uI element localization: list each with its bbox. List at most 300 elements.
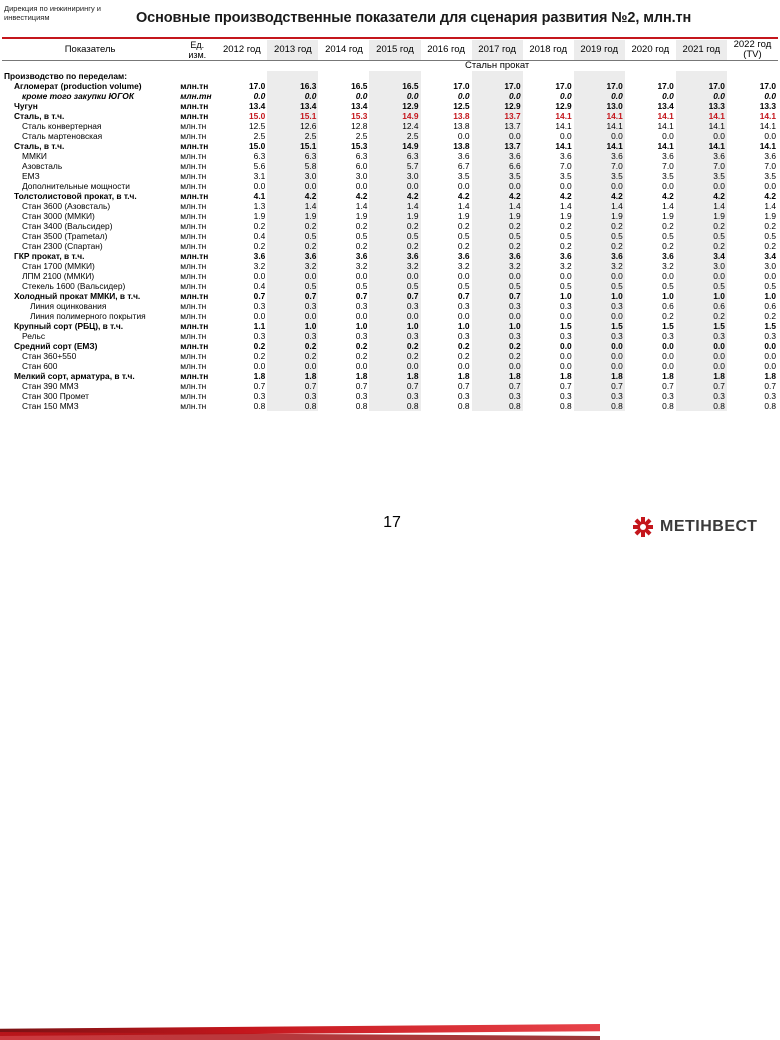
row-unit: млн.тн bbox=[180, 151, 207, 161]
value-cell: 1.4 bbox=[662, 201, 674, 211]
value-cell: 14.1 bbox=[657, 121, 674, 131]
value-cell: 0.7 bbox=[355, 381, 368, 391]
row-label: Азовсталь bbox=[22, 161, 63, 171]
value-cell: 3.4 bbox=[764, 251, 776, 261]
value-cell: 1.9 bbox=[369, 211, 420, 221]
value-cell: 4.2 bbox=[355, 191, 368, 201]
value-cell: 0.2 bbox=[457, 341, 470, 351]
table-row bbox=[2, 71, 778, 81]
value-cell: 0.3 bbox=[369, 331, 420, 341]
value-cell: 0.0 bbox=[662, 341, 674, 351]
value-cell: 1.4 bbox=[560, 201, 572, 211]
value-cell: 0.5 bbox=[472, 281, 523, 291]
value-cell: 0.0 bbox=[267, 181, 318, 191]
row-label: Стан 150 ММЗ bbox=[22, 401, 79, 411]
logo-text: МЕТІНВЕСТ bbox=[660, 518, 758, 535]
value-cell: 17.0 bbox=[574, 81, 625, 91]
value-cell: 0.0 bbox=[764, 271, 776, 281]
value-cell: 0.6 bbox=[764, 301, 776, 311]
value-cell: 0.3 bbox=[369, 391, 420, 401]
value-cell: 0.5 bbox=[574, 231, 625, 241]
value-cell: 3.6 bbox=[369, 251, 420, 261]
value-cell: 16.5 bbox=[369, 81, 420, 91]
value-cell: 14.9 bbox=[369, 111, 420, 121]
value-cell: 14.1 bbox=[759, 141, 776, 151]
value-cell: 6.7 bbox=[457, 161, 470, 171]
value-cell: 1.0 bbox=[662, 291, 674, 301]
value-cell: 3.4 bbox=[676, 251, 727, 261]
value-cell: 0.0 bbox=[676, 341, 727, 351]
value-cell: 0.0 bbox=[764, 351, 776, 361]
value-cell bbox=[318, 71, 369, 81]
year-header: 2017 год bbox=[472, 40, 523, 61]
value-cell: 1.5 bbox=[662, 321, 674, 331]
value-cell: 1.4 bbox=[574, 201, 625, 211]
value-cell: 0.0 bbox=[764, 341, 776, 351]
value-cell: 0.3 bbox=[574, 331, 625, 341]
value-cell: 0.0 bbox=[676, 271, 727, 281]
value-cell: 0.3 bbox=[574, 391, 625, 401]
table-row bbox=[2, 231, 778, 241]
value-cell: 7.0 bbox=[676, 161, 727, 171]
row-label: Сталь конвертерная bbox=[22, 121, 102, 131]
value-cell: 0.0 bbox=[560, 311, 572, 321]
value-cell: 3.5 bbox=[764, 171, 776, 181]
value-cell: 1.1 bbox=[253, 321, 266, 331]
value-cell bbox=[369, 71, 420, 81]
table-row bbox=[2, 141, 778, 151]
row-unit: млн.тн bbox=[180, 161, 207, 171]
value-cell: 0.7 bbox=[676, 381, 727, 391]
value-cell: 1.9 bbox=[457, 211, 470, 221]
value-cell: 0.0 bbox=[560, 361, 572, 371]
value-cell: 0.2 bbox=[472, 221, 523, 231]
value-cell: 0.0 bbox=[574, 91, 625, 101]
logo-mark-icon bbox=[632, 516, 654, 538]
value-cell: 0.0 bbox=[574, 351, 625, 361]
value-cell: 3.6 bbox=[662, 151, 674, 161]
value-cell: 0.8 bbox=[369, 401, 420, 411]
unit-column-header: Ед. изм. bbox=[178, 40, 216, 61]
value-cell: 0.7 bbox=[574, 381, 625, 391]
value-cell: 0.0 bbox=[369, 181, 420, 191]
value-cell: 0.7 bbox=[369, 291, 420, 301]
value-cell: 1.0 bbox=[457, 321, 470, 331]
value-cell: 3.6 bbox=[574, 251, 625, 261]
value-cell: 0.2 bbox=[676, 241, 727, 251]
value-cell bbox=[625, 71, 676, 81]
row-label: Средний сорт (ЕМЗ) bbox=[14, 341, 98, 351]
value-cell: 0.7 bbox=[369, 381, 420, 391]
value-cell: 0.0 bbox=[764, 131, 776, 141]
value-cell: 13.7 bbox=[472, 111, 523, 121]
row-label: Стан 3400 (Вальсидер) bbox=[22, 221, 113, 231]
value-cell: 5.8 bbox=[267, 161, 318, 171]
value-cell: 14.1 bbox=[676, 121, 727, 131]
value-cell: 0.2 bbox=[472, 351, 523, 361]
year-header: 2016 год bbox=[421, 40, 472, 61]
table-row bbox=[2, 261, 778, 271]
value-cell: 0.0 bbox=[457, 91, 470, 101]
value-cell: 4.2 bbox=[267, 191, 318, 201]
value-cell: 17.0 bbox=[676, 81, 727, 91]
value-cell: 0.3 bbox=[253, 331, 266, 341]
value-cell: 0.2 bbox=[253, 351, 266, 361]
value-cell: 0.2 bbox=[574, 241, 625, 251]
indicator-column-header: Показатель bbox=[2, 40, 178, 61]
value-cell: 1.8 bbox=[662, 371, 674, 381]
value-cell: 2.5 bbox=[253, 131, 266, 141]
value-cell: 0.3 bbox=[355, 301, 368, 311]
value-cell: 12.9 bbox=[369, 101, 420, 111]
row-unit: млн.тн bbox=[180, 121, 207, 131]
row-unit: млн.тн bbox=[180, 81, 209, 91]
value-cell: 1.8 bbox=[355, 371, 368, 381]
row-label: Крупный сорт (РБЦ), в т.ч. bbox=[14, 321, 124, 331]
row-label: Стан 300 Промет bbox=[22, 391, 90, 401]
value-cell: 13.4 bbox=[267, 101, 318, 111]
table-row bbox=[2, 321, 778, 331]
value-cell: 0.0 bbox=[253, 91, 266, 101]
value-cell: 0.2 bbox=[355, 221, 368, 231]
row-label: Сталь, в т.ч. bbox=[14, 111, 65, 121]
value-cell: 1.4 bbox=[676, 201, 727, 211]
row-unit: млн.тн bbox=[180, 271, 207, 281]
value-cell: 0.2 bbox=[764, 241, 776, 251]
value-cell: 12.5 bbox=[453, 101, 470, 111]
table-row bbox=[2, 281, 778, 291]
value-cell: 13.8 bbox=[453, 121, 470, 131]
value-cell: 13.8 bbox=[453, 141, 470, 151]
row-label: Стан 360+550 bbox=[22, 351, 77, 361]
value-cell: 3.6 bbox=[560, 251, 572, 261]
value-cell: 3.2 bbox=[253, 261, 266, 271]
year-header: 2013 год bbox=[267, 40, 318, 61]
value-cell: 0.3 bbox=[560, 301, 572, 311]
value-cell: 1.9 bbox=[253, 211, 266, 221]
value-cell: 3.6 bbox=[662, 251, 674, 261]
value-cell: 14.1 bbox=[574, 111, 625, 121]
value-cell: 0.0 bbox=[574, 361, 625, 371]
value-cell: 0.8 bbox=[574, 401, 625, 411]
value-cell: 0.2 bbox=[662, 221, 674, 231]
row-label: Сталь мартеновская bbox=[22, 131, 103, 141]
value-cell: 0.5 bbox=[662, 231, 674, 241]
value-cell: 0.3 bbox=[355, 391, 368, 401]
value-cell: 0.3 bbox=[355, 331, 368, 341]
row-unit bbox=[178, 71, 216, 81]
value-cell: 16.3 bbox=[267, 81, 318, 91]
value-cell: 0.0 bbox=[267, 311, 318, 321]
value-cell: 3.6 bbox=[457, 151, 470, 161]
table-row bbox=[2, 221, 778, 231]
table-row bbox=[2, 211, 778, 221]
value-cell: 0.0 bbox=[574, 131, 625, 141]
value-cell: 4.1 bbox=[253, 191, 266, 201]
row-unit: млн.тн bbox=[180, 221, 207, 231]
value-cell: 0.5 bbox=[457, 281, 470, 291]
value-cell: 1.0 bbox=[560, 291, 572, 301]
value-cell: 17.0 bbox=[555, 81, 572, 91]
value-cell: 14.1 bbox=[555, 111, 572, 121]
value-cell: 0.0 bbox=[560, 91, 572, 101]
value-cell: 0.7 bbox=[355, 291, 368, 301]
value-cell: 3.5 bbox=[574, 171, 625, 181]
department-label: Дирекция по инжинирингу и инвестициям bbox=[4, 4, 101, 22]
value-cell: 0.2 bbox=[355, 241, 368, 251]
value-cell: 0.0 bbox=[662, 131, 674, 141]
value-cell: 3.6 bbox=[253, 251, 266, 261]
value-cell: 0.0 bbox=[472, 311, 523, 321]
row-label: Холодный прокат ММКИ, в т.ч. bbox=[14, 291, 141, 301]
value-cell: 0.8 bbox=[764, 401, 776, 411]
value-cell: 0.0 bbox=[676, 91, 727, 101]
value-cell: 0.5 bbox=[764, 281, 776, 291]
value-cell: 0.7 bbox=[267, 381, 318, 391]
page-number: 17 bbox=[383, 514, 401, 531]
value-cell: 0.3 bbox=[472, 331, 523, 341]
value-cell: 1.4 bbox=[457, 201, 470, 211]
row-unit: млн.тн bbox=[180, 171, 207, 181]
value-cell: 0.0 bbox=[369, 361, 420, 371]
value-cell: 0.0 bbox=[253, 271, 266, 281]
value-cell: 3.2 bbox=[457, 261, 470, 271]
value-cell: 0.3 bbox=[560, 391, 572, 401]
value-cell bbox=[267, 71, 318, 81]
value-cell: 0.0 bbox=[560, 351, 572, 361]
year-header: 2014 год bbox=[318, 40, 369, 61]
value-cell: 1.3 bbox=[253, 201, 266, 211]
table-row bbox=[2, 271, 778, 281]
value-cell: 12.9 bbox=[472, 101, 523, 111]
value-cell: 14.1 bbox=[555, 141, 572, 151]
value-cell: 3.1 bbox=[253, 171, 266, 181]
value-cell: 1.0 bbox=[355, 321, 368, 331]
row-unit: млн.тн bbox=[180, 211, 207, 221]
value-cell: 0.2 bbox=[267, 241, 318, 251]
value-cell: 14.1 bbox=[676, 111, 727, 121]
value-cell: 0.0 bbox=[457, 271, 470, 281]
value-cell: 0.2 bbox=[253, 241, 266, 251]
value-cell: 0.2 bbox=[369, 221, 420, 231]
value-cell: 1.4 bbox=[472, 201, 523, 211]
value-cell: 0.3 bbox=[267, 331, 318, 341]
value-cell: 15.0 bbox=[249, 141, 266, 151]
value-cell: 0.6 bbox=[676, 301, 727, 311]
value-cell: 0.3 bbox=[676, 331, 727, 341]
value-cell: 12.8 bbox=[351, 121, 368, 131]
table-row bbox=[2, 131, 778, 141]
value-cell: 0.4 bbox=[253, 231, 266, 241]
value-cell: 0.2 bbox=[560, 241, 572, 251]
value-cell: 0.7 bbox=[764, 381, 776, 391]
value-cell: 0.0 bbox=[355, 271, 368, 281]
value-cell: 0.7 bbox=[560, 381, 572, 391]
table-row bbox=[2, 251, 778, 261]
value-cell: 3.2 bbox=[560, 261, 572, 271]
value-cell: 3.6 bbox=[472, 251, 523, 261]
table-header-row bbox=[2, 40, 778, 61]
value-cell: 0.0 bbox=[457, 311, 470, 321]
row-unit: млн.тн bbox=[180, 131, 207, 141]
value-cell: 0.6 bbox=[662, 301, 674, 311]
value-cell: 1.9 bbox=[676, 211, 727, 221]
value-cell: 12.4 bbox=[369, 121, 420, 131]
row-unit: млн.тн bbox=[180, 321, 209, 331]
table-row bbox=[2, 291, 778, 301]
value-cell: 0.2 bbox=[472, 241, 523, 251]
value-cell: 0.0 bbox=[676, 361, 727, 371]
value-cell: 0.0 bbox=[472, 131, 523, 141]
row-label: Линия оцинкования bbox=[30, 301, 107, 311]
value-cell: 1.8 bbox=[472, 371, 523, 381]
company-logo bbox=[632, 516, 757, 538]
value-cell: 0.0 bbox=[764, 361, 776, 371]
row-unit: млн.тн bbox=[180, 401, 207, 411]
table-row bbox=[2, 201, 778, 211]
value-cell: 4.2 bbox=[764, 191, 776, 201]
value-cell: 0.0 bbox=[662, 271, 674, 281]
row-label: кроме того закупки ЮГОК bbox=[22, 91, 134, 101]
value-cell: 0.4 bbox=[253, 281, 266, 291]
table-row bbox=[2, 161, 778, 171]
section-title: Стальн прокат bbox=[464, 60, 530, 71]
year-header: 2020 год bbox=[625, 40, 676, 61]
value-cell: 0.3 bbox=[574, 301, 625, 311]
value-cell: 0.7 bbox=[457, 381, 470, 391]
value-cell: 0.3 bbox=[560, 331, 572, 341]
value-cell: 0.0 bbox=[253, 311, 266, 321]
value-cell: 3.0 bbox=[355, 171, 368, 181]
value-cell: 0.7 bbox=[457, 291, 470, 301]
value-cell: 3.6 bbox=[472, 151, 523, 161]
row-unit: млн.тн bbox=[180, 301, 207, 311]
row-unit: млн.тн bbox=[180, 381, 207, 391]
value-cell: 0.5 bbox=[560, 281, 572, 291]
table-row bbox=[2, 351, 778, 361]
row-unit: млн.тн bbox=[180, 361, 207, 371]
row-label: Мелкий сорт, арматура, в т.ч. bbox=[14, 371, 135, 381]
value-cell: 0.0 bbox=[574, 311, 625, 321]
value-cell: 0.2 bbox=[267, 341, 318, 351]
value-cell: 0.5 bbox=[457, 231, 470, 241]
value-cell: 0.2 bbox=[369, 341, 420, 351]
value-cell: 2.5 bbox=[355, 131, 368, 141]
value-cell: 0.5 bbox=[764, 231, 776, 241]
row-label: Дополнительные мощности bbox=[22, 181, 130, 191]
table-row bbox=[2, 151, 778, 161]
value-cell bbox=[727, 71, 778, 81]
value-cell: 1.5 bbox=[574, 321, 625, 331]
value-cell: 0.0 bbox=[662, 181, 674, 191]
value-cell: 0.3 bbox=[764, 331, 776, 341]
value-cell: 1.8 bbox=[253, 371, 266, 381]
value-cell: 0.0 bbox=[472, 271, 523, 281]
row-unit: млн.тн bbox=[180, 251, 209, 261]
value-cell: 0.3 bbox=[662, 391, 674, 401]
value-cell: 14.9 bbox=[369, 141, 420, 151]
value-cell: 14.1 bbox=[574, 121, 625, 131]
value-cell bbox=[472, 71, 523, 81]
value-cell: 5.7 bbox=[369, 161, 420, 171]
row-label: Стан 2300 (Спартан) bbox=[22, 241, 103, 251]
value-cell: 14.1 bbox=[657, 111, 674, 121]
value-cell bbox=[574, 71, 625, 81]
value-cell: 1.8 bbox=[764, 371, 776, 381]
value-cell: 14.1 bbox=[555, 121, 572, 131]
value-cell: 0.3 bbox=[662, 331, 674, 341]
value-cell: 3.2 bbox=[369, 261, 420, 271]
value-cell: 14.1 bbox=[574, 141, 625, 151]
value-cell: 0.3 bbox=[472, 301, 523, 311]
value-cell: 0.0 bbox=[253, 361, 266, 371]
table-row bbox=[2, 391, 778, 401]
value-cell: 1.9 bbox=[764, 211, 776, 221]
value-cell: 1.0 bbox=[764, 291, 776, 301]
value-cell: 13.4 bbox=[657, 101, 674, 111]
row-unit: млн.тн bbox=[180, 281, 207, 291]
row-label: ГКР прокат, в т.ч. bbox=[14, 251, 85, 261]
value-cell: 0.0 bbox=[355, 361, 368, 371]
value-cell: 0.2 bbox=[253, 341, 266, 351]
row-label: ЛПМ 2100 (ММКИ) bbox=[22, 271, 95, 281]
year-header: 2022 год (TV) bbox=[727, 40, 778, 61]
row-unit: млн.тн bbox=[180, 181, 207, 191]
value-cell: 1.9 bbox=[472, 211, 523, 221]
value-cell bbox=[676, 71, 727, 81]
value-cell: 16.5 bbox=[351, 81, 368, 91]
value-cell: 0.0 bbox=[560, 181, 572, 191]
value-cell: 12.5 bbox=[249, 121, 266, 131]
value-cell: 3.6 bbox=[764, 151, 776, 161]
value-cell: 0.8 bbox=[253, 401, 266, 411]
table-row bbox=[2, 381, 778, 391]
value-cell: 0.3 bbox=[267, 391, 318, 401]
value-cell: 0.3 bbox=[253, 391, 266, 401]
value-cell: 0.0 bbox=[472, 91, 523, 101]
value-cell: 6.3 bbox=[253, 151, 266, 161]
table-row bbox=[2, 101, 778, 111]
value-cell: 1.9 bbox=[355, 211, 368, 221]
value-cell: 12.9 bbox=[555, 101, 572, 111]
value-cell: 0.5 bbox=[355, 231, 368, 241]
table-row bbox=[2, 191, 778, 201]
value-cell: 7.0 bbox=[764, 161, 776, 171]
value-cell: 0.0 bbox=[574, 271, 625, 281]
value-cell: 13.7 bbox=[472, 121, 523, 131]
value-cell: 1.8 bbox=[267, 371, 318, 381]
row-label: Стекель 1600 (Вальсидер) bbox=[22, 281, 126, 291]
value-cell: 0.2 bbox=[267, 351, 318, 361]
value-cell: 0.0 bbox=[560, 341, 572, 351]
value-cell: 0.0 bbox=[355, 311, 368, 321]
value-cell: 3.6 bbox=[574, 151, 625, 161]
value-cell: 0.5 bbox=[369, 281, 420, 291]
row-unit: млн.тн bbox=[180, 111, 209, 121]
value-cell: 3.0 bbox=[676, 261, 727, 271]
value-cell: 17.0 bbox=[657, 81, 674, 91]
table-row bbox=[2, 341, 778, 351]
value-cell: 0.2 bbox=[369, 351, 420, 361]
value-cell: 0.0 bbox=[764, 91, 776, 101]
value-cell: 3.6 bbox=[560, 151, 572, 161]
value-cell: 15.3 bbox=[351, 141, 368, 151]
value-cell: 0.7 bbox=[472, 291, 523, 301]
value-cell: 0.5 bbox=[662, 281, 674, 291]
row-unit: млн.тн bbox=[180, 241, 207, 251]
table-row bbox=[2, 171, 778, 181]
value-cell: 6.6 bbox=[472, 161, 523, 171]
